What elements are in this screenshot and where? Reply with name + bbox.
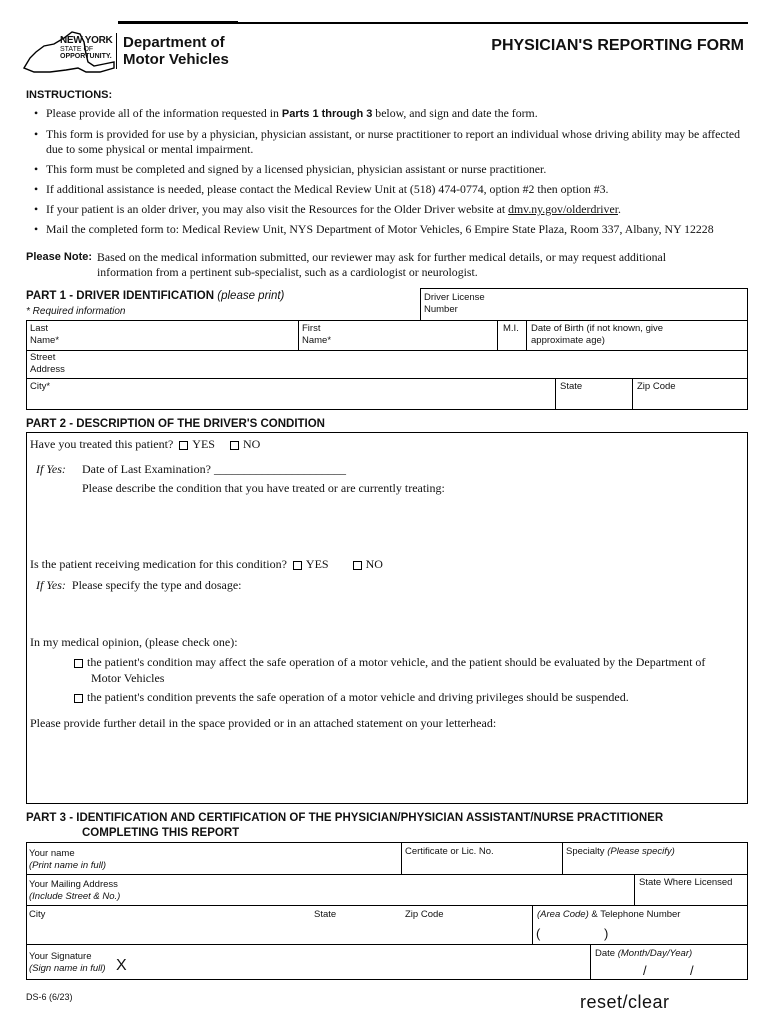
medication-yes-checkbox[interactable] [293,561,302,570]
part1-col-divider [555,378,556,410]
license-number-label: Driver License Number [424,292,485,315]
describe-condition-prompt: Please describe the condition that you have treated or are currently treating: [82,481,445,495]
treated-yes-checkbox[interactable] [179,441,188,450]
part1-title: PART 1 - DRIVER IDENTIFICATION (please print) [26,290,285,302]
part3-col-divider [562,842,563,874]
if-yes-label: If Yes: [36,462,66,476]
specialty-field[interactable]: Specialty (Please specify) [566,846,675,857]
form-id: DS-6 (6/23) [26,992,73,1002]
header-rule [118,22,748,24]
first-name-field[interactable]: First Name* [302,323,332,346]
date-label: Date (Month/Day/Year) [595,948,693,959]
instruction-item: • If your patient is an older driver, you may also visit the Resources for the Older Driver website at dmv.ny.gov/olderdriver. [34,202,746,217]
logo-ny: NEW YORK [60,35,113,46]
required-note: * Required information [26,306,126,317]
dept-line2: Motor Vehicles [123,51,229,68]
street-address-field[interactable]: Street Address [30,352,65,375]
medication-question: Is the patient receiving medication for this condition? YES NO [30,557,383,571]
part1-col-divider [526,320,527,350]
part3-col-divider [634,874,635,905]
date-field[interactable]: / / [643,963,694,978]
treated-no-checkbox[interactable] [230,441,239,450]
dob-field[interactable]: Date of Birth (if not known, give approximate age) [531,323,664,346]
opinion-prompt: In my medical opinion, (please check one): [30,635,238,649]
further-detail-prompt: Please provide further detail in the space provided or in an attached statement on your letterhead: [30,716,497,730]
part1-row-divider [26,378,748,379]
instructions-heading: INSTRUCTIONS: [26,89,113,101]
opinion-option-evaluate: the patient's condition may affect the safe operation of a motor vehicle, and the patient should be evaluated by the Department of [74,655,705,670]
last-exam-field[interactable]: Date of Last Examination? ______________________ [82,462,346,476]
last-name-field[interactable]: Last Name* [30,323,60,346]
part3-title-cont: COMPLETING THIS REPORT [82,827,240,839]
part1-col-divider [632,378,633,410]
part1-col-divider [497,320,498,350]
instruction-item: • This form is provided for use by a physician, physician assistant, or nurse practitioner to report an individual whose driving ability may be affected due to some physical or mental impairment. [34,127,746,157]
instruction-item: • This form must be completed and signed by a licensed physician, physician assistant or nurse practitioner. [34,162,746,177]
instructions-list [34,106,746,242]
instruction-item: • Please provide all of the information requested in Parts 1 through 3 below, and sign and date the form. [34,106,746,122]
part1-row-divider [26,350,748,351]
note-line1: Based on the medical information submitted, our reviewer may ask for further medical details, or may request additional [97,250,667,264]
city-field[interactable]: City* [30,381,51,392]
logo-divider [116,33,117,69]
certificate-no-field[interactable]: Certificate or Lic. No. [405,846,494,857]
page-title: PHYSICIAN'S REPORTING FORM [491,37,744,54]
logo-state: STATE OF [60,46,94,53]
part3-title: PART 3 - IDENTIFICATION AND CERTIFICATION OF THE PHYSICIAN/PHYSICIAN ASSISTANT/NURSE PRACTITIONER [26,812,664,824]
phone-paren-close[interactable]: ) [604,926,609,941]
phone-paren-open[interactable]: ( [536,926,541,941]
part3-col-divider [401,842,402,874]
medication-if-yes: If Yes: Please specify the type and dosage: [36,578,242,592]
mailing-address-field[interactable]: Your Mailing Address (Include Street & No.) [29,879,121,902]
note-line2: information from a pertinent sub-specialist, such as a cardiologist or neurologist. [97,265,478,279]
zip-field[interactable]: Zip Code [637,381,676,392]
medication-no-checkbox[interactable] [353,561,362,570]
mi-field[interactable]: M.I. [503,323,519,334]
part2-title: PART 2 - DESCRIPTION OF THE DRIVER'S CONDITION [26,418,325,430]
state-licensed-field[interactable]: State Where Licensed [639,877,733,888]
part3-row-divider [26,944,748,945]
part3-row-divider [26,905,748,906]
part3-state-field[interactable]: State [314,909,337,920]
telephone-label: (Area Code) & Telephone Number [537,909,681,920]
your-name-field[interactable]: Your name (Print name in full) [29,848,107,871]
part3-row-divider [26,874,748,875]
state-field[interactable]: State [560,381,583,392]
further-detail-area[interactable] [30,736,742,800]
note-label: Please Note: [26,251,93,263]
signature-field[interactable]: Your Signature (Sign name in full) [29,951,106,974]
part3-zip-field[interactable]: Zip Code [405,909,444,920]
dept-line1: Department of [123,34,225,51]
part1-col-divider [298,320,299,350]
part3-city-field[interactable]: City [29,909,46,920]
opinion-option-evaluate-cont: Motor Vehicles [91,671,165,685]
condition-description-area[interactable] [82,500,742,550]
instruction-item: • If additional assistance is needed, please contact the Medical Review Unit at (518) 474-0774, option #2 then option #3. [34,182,746,197]
reset-clear-button[interactable]: reset/clear [580,992,670,1012]
opinion-suspend-checkbox[interactable] [74,694,83,703]
opinion-evaluate-checkbox[interactable] [74,659,83,668]
older-driver-link[interactable]: dmv.ny.gov/olderdriver [508,202,618,216]
medication-dosage-area[interactable] [82,596,742,632]
treated-question: Have you treated this patient? YES NO [30,437,261,451]
opinion-option-suspend: the patient's condition prevents the safe operation of a motor vehicle and driving privileges should be suspended. [74,690,629,705]
part3-col-divider [532,905,533,944]
part3-col-divider [590,944,591,980]
instruction-item: • Mail the completed form to: Medical Review Unit, NYS Department of Motor Vehicles, 6 Empire State Plaza, Room 337, Albany, NY 12228 [34,222,746,237]
logo-opportunity: OPPORTUNITY. [60,53,112,60]
signature-x: X [116,957,127,974]
